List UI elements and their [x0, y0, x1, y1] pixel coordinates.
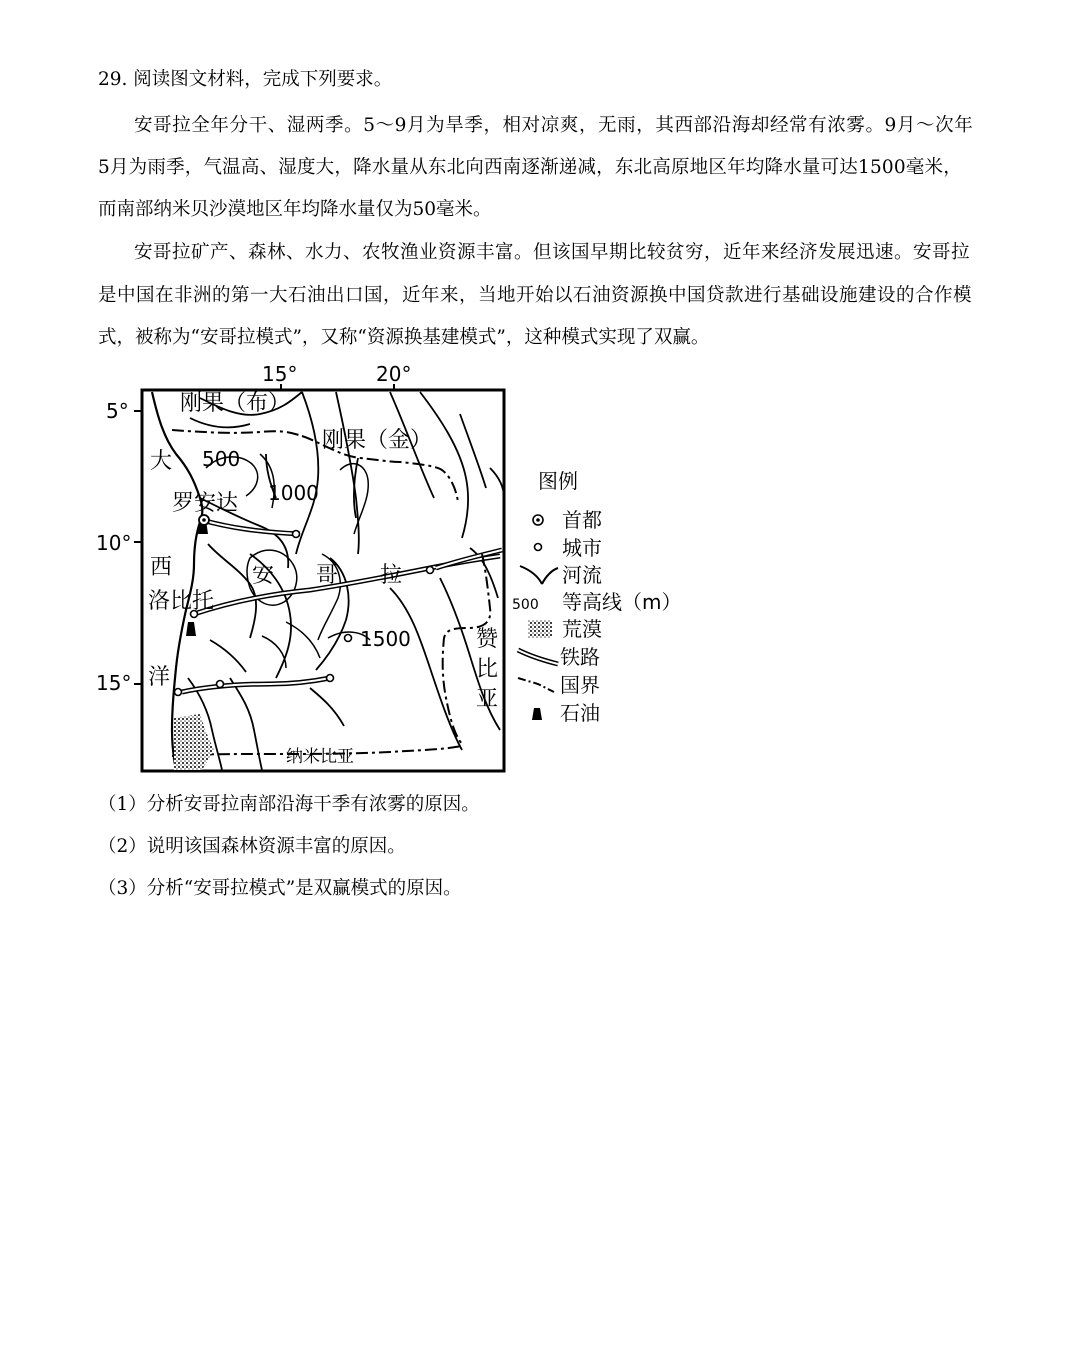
lat-label-5: 5°: [106, 399, 129, 423]
railways: [182, 520, 502, 692]
contour-label-1500: 1500: [360, 627, 411, 651]
legend-label-oil: 石油: [560, 701, 600, 725]
legend-label-city: 城市: [562, 536, 602, 560]
capital-icon-dot: [536, 518, 540, 522]
label-ocean-3: 洋: [148, 665, 171, 690]
contour-icon: 500: [512, 597, 539, 613]
paragraph-1-line-3: 而南部纳米贝沙漠地区年均降水量仅为50毫米。: [98, 199, 492, 220]
city-marker: [427, 567, 434, 574]
namib-desert: [174, 714, 214, 770]
label-ocean-1: 大: [150, 449, 173, 474]
label-luanda: 罗安达: [172, 491, 239, 516]
legend-label-contour: 等高线（m）: [562, 590, 682, 614]
lat-label-10: 10°: [96, 531, 132, 555]
angola-map: [90, 358, 700, 778]
map-svg: [90, 358, 700, 778]
label-zambia-2: 比: [476, 657, 499, 682]
label-zambia-3: 亚: [476, 687, 499, 712]
city-marker: [175, 689, 182, 696]
label-congo-b: 刚果（布）: [180, 391, 291, 416]
city-marker: [345, 635, 352, 642]
oil-icon: [532, 708, 542, 720]
label-angola-1: 安: [252, 563, 275, 588]
contour-label-1000: 1000: [268, 481, 319, 505]
city-marker: [327, 675, 334, 682]
legend-label-desert: 荒漠: [562, 617, 602, 641]
map-legend: [512, 469, 681, 725]
paragraph-2-line-2: 是中国在非洲的第一大石油出口国，近年来，当地开始以石油资源换中国贷款进行基础设施建设的合作模: [98, 285, 973, 306]
river-icon: [520, 566, 558, 584]
question-title: 29. 阅读图文材料，完成下列要求。: [98, 69, 393, 90]
paragraph-2-line-1: 安哥拉矿产、森林、水力、农牧渔业资源丰富。但该国早期比较贫穷，近年来经济发展迅速。安哥拉: [134, 242, 971, 263]
border-icon: [518, 678, 554, 692]
label-lobito: 洛比托: [148, 589, 215, 614]
label-angola-3: 拉: [380, 563, 403, 588]
paragraph-1-line-1: 安哥拉全年分干、湿两季。5～9月为旱季，相对凉爽，无雨，其西部沿海却经常有浓雾。9月～次年: [134, 115, 974, 136]
sub-question-3: （3）分析“安哥拉模式”是双赢模式的原因。: [98, 878, 462, 899]
desert-icon: [528, 620, 552, 638]
lat-label-15: 15°: [96, 671, 132, 695]
paragraph-2-line-3: 式，被称为“安哥拉模式”，又称“资源换基建模式”，这种模式实现了双赢。: [98, 327, 710, 348]
lon-label-15: 15°: [262, 362, 298, 386]
sub-question-1: （1）分析安哥拉南部沿海干季有浓雾的原因。: [98, 794, 480, 815]
label-ocean-2: 西: [150, 555, 173, 580]
legend-label-river: 河流: [562, 563, 602, 587]
sub-question-2: （2）说明该国森林资源丰富的原因。: [98, 836, 406, 857]
lon-label-20: 20°: [376, 362, 412, 386]
city-marker: [217, 681, 224, 688]
label-angola-2: 哥: [316, 563, 339, 588]
legend-label-railway: 铁路: [560, 645, 600, 669]
legend-label-capital: 首都: [562, 508, 602, 532]
city-icon: [535, 544, 542, 551]
label-namibia: 纳米比亚: [286, 747, 354, 767]
legend-label-border: 国界: [560, 673, 600, 697]
contour-label-500: 500: [202, 447, 241, 471]
paragraph-1-line-2: 5月为雨季，气温高、湿度大，降水量从东北向西南逐渐递减，东北高原地区年均降水量可达1500毫米，: [98, 157, 962, 178]
legend-title: 图例: [538, 469, 578, 493]
label-congo-k: 刚果（金）: [322, 428, 433, 453]
label-zambia-1: 赞: [476, 627, 499, 652]
railway-icon: [518, 650, 558, 664]
city-marker: [293, 531, 300, 538]
luanda-capital-dot: [202, 518, 206, 522]
